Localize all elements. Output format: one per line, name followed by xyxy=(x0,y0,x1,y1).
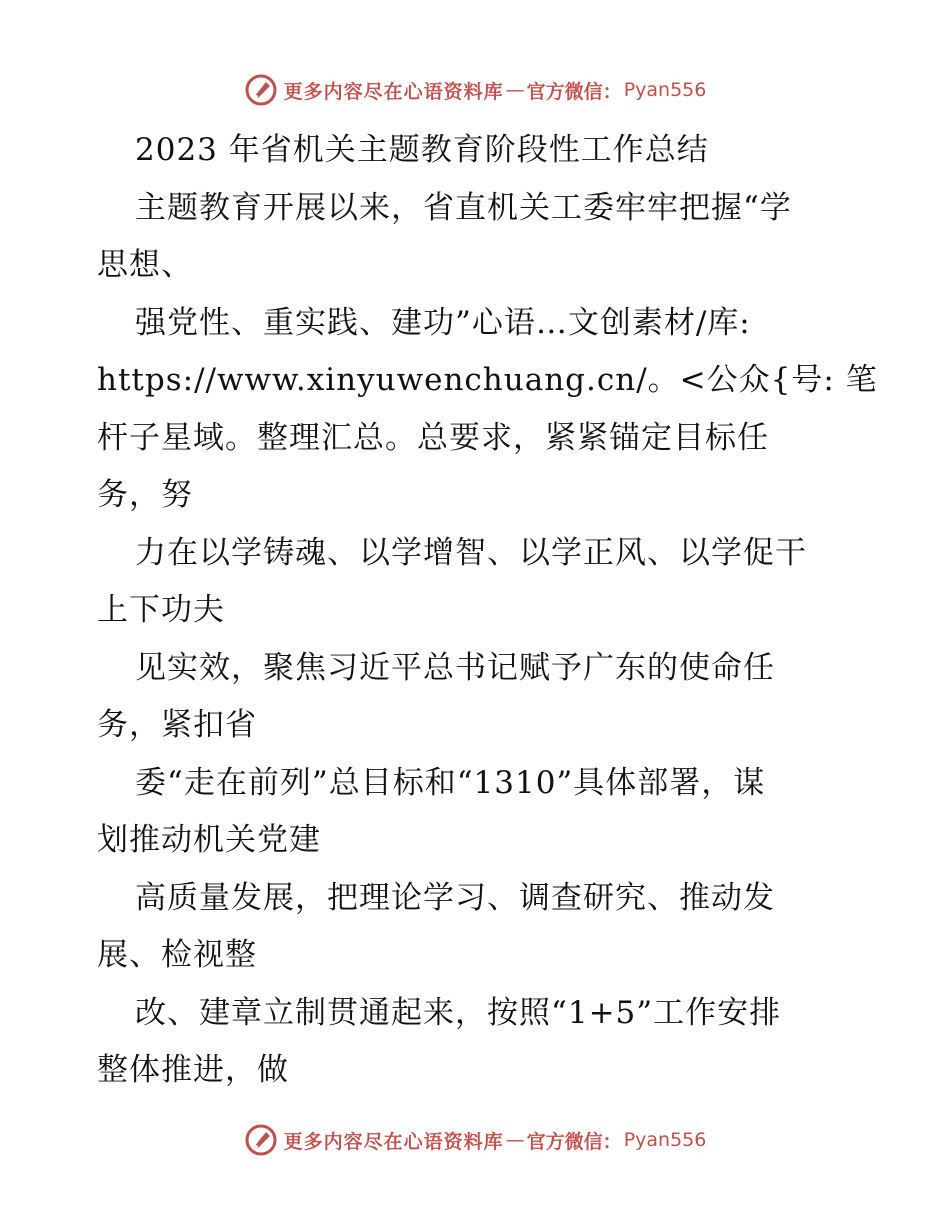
banner-slogan: 更多内容尽在心语资料库 xyxy=(283,1130,504,1153)
text-line: 2023 年省机关主题教育阶段性工作总结 xyxy=(135,132,709,168)
text-line: 见实效，聚焦习近平总书记赋予广东的使命任 xyxy=(135,649,775,686)
text-line: 力在以学铸魂、以学增智、以学正风、以学促干 xyxy=(135,534,807,571)
text-line: 展、检视整 xyxy=(97,937,257,973)
text-line: 委“走在前列”总目标和“1310”具体部署，谋 xyxy=(135,764,766,801)
banner-wechat-id: Pyan556 xyxy=(623,79,707,101)
banner-wechat-label: 官方微信： xyxy=(526,1130,622,1153)
text-line: 改、建章立制贯通起来，按照“1+5”工作安排 xyxy=(135,994,782,1031)
text-line: 高质量发展，把理论学习、调查研究、推动发 xyxy=(135,879,775,916)
text-line: 强党性、重实践、建功”心语…文创素材/库: xyxy=(135,304,751,341)
text-line: 思想、 xyxy=(97,247,193,283)
banner-separator: — xyxy=(505,1129,525,1151)
text-line: 务，紧扣省 xyxy=(97,707,257,743)
text-line: 整体推进，做 xyxy=(97,1052,289,1088)
banner-wechat-label: 官方微信： xyxy=(526,80,622,103)
banner-separator: — xyxy=(505,79,525,101)
banner-wechat-id: Pyan556 xyxy=(623,1129,707,1151)
text-line: 务，努 xyxy=(97,477,193,513)
text-line: 划推动机关党建 xyxy=(97,822,321,858)
header-banner xyxy=(0,70,950,110)
text-line: 上下功夫 xyxy=(97,592,225,628)
pen-nib-logo-icon xyxy=(244,1123,278,1157)
pen-nib-logo-icon xyxy=(244,73,278,107)
text-line: https://www.xinyuwenchuang.cn/。<公众{号: 笔 xyxy=(97,362,878,398)
banner-slogan: 更多内容尽在心语资料库 xyxy=(283,80,504,103)
text-line: 杆子星域。整理汇总。总要求，紧紧锚定目标任 xyxy=(97,419,769,456)
document-body xyxy=(97,122,878,1100)
footer-banner xyxy=(0,1120,950,1160)
text-line: 主题教育开展以来，省直机关工委牢牢把握“学 xyxy=(135,189,792,226)
